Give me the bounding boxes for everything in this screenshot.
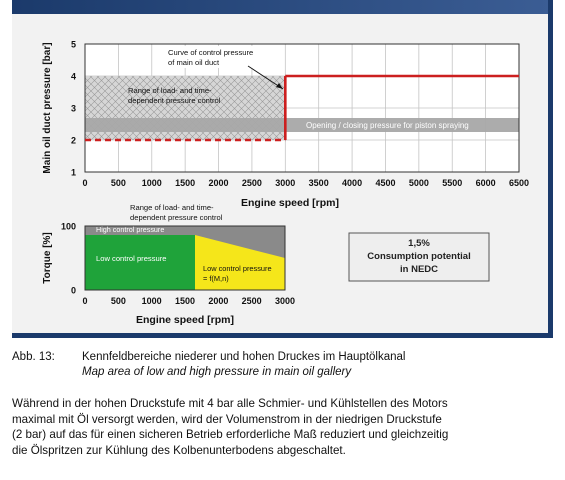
bottom-chart-title-line-1: Range of load- and time-: [130, 203, 214, 212]
bottom-x-tick-label: 1000: [141, 296, 162, 306]
figure-right-bar: [548, 0, 553, 338]
bottom-chart-title-line-2: dependent pressure control: [130, 213, 223, 222]
top-chart: [42, 40, 529, 210]
bottom-x-tick-label: 2500: [241, 296, 262, 306]
bottom-chart-y-axis-label: Torque [%]: [42, 232, 53, 284]
figure-bottom-bar: [12, 333, 553, 338]
top-y-tick-label: 5: [70, 39, 76, 50]
body-line: die Ölspritzen zur Kühlung des Kolbenunterbodens abgeschaltet.: [12, 443, 346, 457]
top-x-tick-label: 5500: [442, 178, 463, 188]
consumption-label: Consumption potential: [367, 251, 471, 262]
low-control-pressure-label: Low control pressure: [96, 254, 167, 263]
body-line: (2 bar) auf das für einen sicheren Betrieb erforderliche Maß reduziert und gleichzeitig: [12, 428, 449, 441]
top-chart-x-axis-label: Engine speed [rpm]: [240, 197, 340, 209]
top-y-tick-label: 3: [70, 103, 76, 114]
top-x-tick-label: 6000: [475, 178, 496, 188]
consumption-cycle: in NEDC: [400, 264, 438, 275]
fmn-label-line-2: = f(M,n): [203, 274, 229, 283]
body-line: Während in der hohen Druckstufe mit 4 bar alle Schmier- und Kühlstellen des Motors: [12, 397, 448, 410]
curve-annotation-line-1: Curve of control pressure: [168, 48, 254, 57]
body-paragraph: [12, 396, 552, 458]
figure-top-bar: [12, 0, 550, 14]
consumption-value: 1,5%: [408, 238, 430, 249]
consumption-potential-box: [349, 233, 489, 281]
high-control-pressure-label: High control pressure: [96, 225, 165, 234]
top-x-tick-label: 3000: [275, 178, 296, 188]
top-x-tick-label: 2000: [208, 178, 229, 188]
body-line: maximal mit Öl versorgt werden, wird der Volumenstrom in der niedrigen Druckstufe: [12, 412, 442, 426]
top-x-tick-label: 500: [110, 178, 126, 188]
top-x-tick-label: 1000: [141, 178, 162, 188]
top-x-tick-label: 6500: [508, 178, 530, 188]
bottom-x-tick-label: 0: [82, 296, 88, 306]
top-x-tick-label: 4500: [375, 178, 396, 188]
caption-english: Map area of low and high pressure in main oil gallery: [82, 366, 352, 378]
bottom-x-tick-label: 3000: [274, 296, 296, 306]
bottom-y-tick-label: 100: [60, 221, 76, 232]
top-y-tick-label: 1: [70, 167, 76, 178]
top-chart-y-axis-label: Main oil duct pressure [bar]: [42, 42, 53, 174]
top-x-tick-label: 1500: [175, 178, 196, 188]
top-x-tick-label: 3500: [308, 178, 329, 188]
top-x-tick-label: 4000: [342, 178, 363, 188]
fmn-label-line-1: Low control pressure: [203, 264, 272, 273]
top-x-tick-label: 2500: [241, 178, 262, 188]
bottom-x-tick-label: 1500: [174, 296, 196, 306]
piston-spraying-band-label: Opening / closing pressure for piston spraying: [306, 121, 469, 130]
bottom-x-tick-label: 500: [110, 296, 126, 306]
top-x-tick-label: 5000: [408, 178, 429, 188]
caption-german: Kennfeldbereiche niederer und hohen Druckes im Hauptölkanal: [82, 351, 406, 363]
pressure-range-label-line-2: dependent pressure control: [128, 96, 221, 105]
caption-label: Abb. 13:: [12, 351, 55, 363]
top-y-tick-label: 2: [70, 135, 76, 146]
bottom-x-tick-label: 2000: [208, 296, 229, 306]
bottom-chart-x-axis-label: Engine speed [rpm]: [135, 314, 235, 326]
top-x-tick-label: 0: [82, 178, 88, 188]
pressure-range-label-line-1: Range of load- and time-: [128, 86, 212, 95]
bottom-y-tick-label: 0: [70, 285, 76, 296]
top-y-tick-label: 4: [70, 71, 76, 82]
curve-annotation-line-2: of main oil duct: [168, 58, 220, 67]
